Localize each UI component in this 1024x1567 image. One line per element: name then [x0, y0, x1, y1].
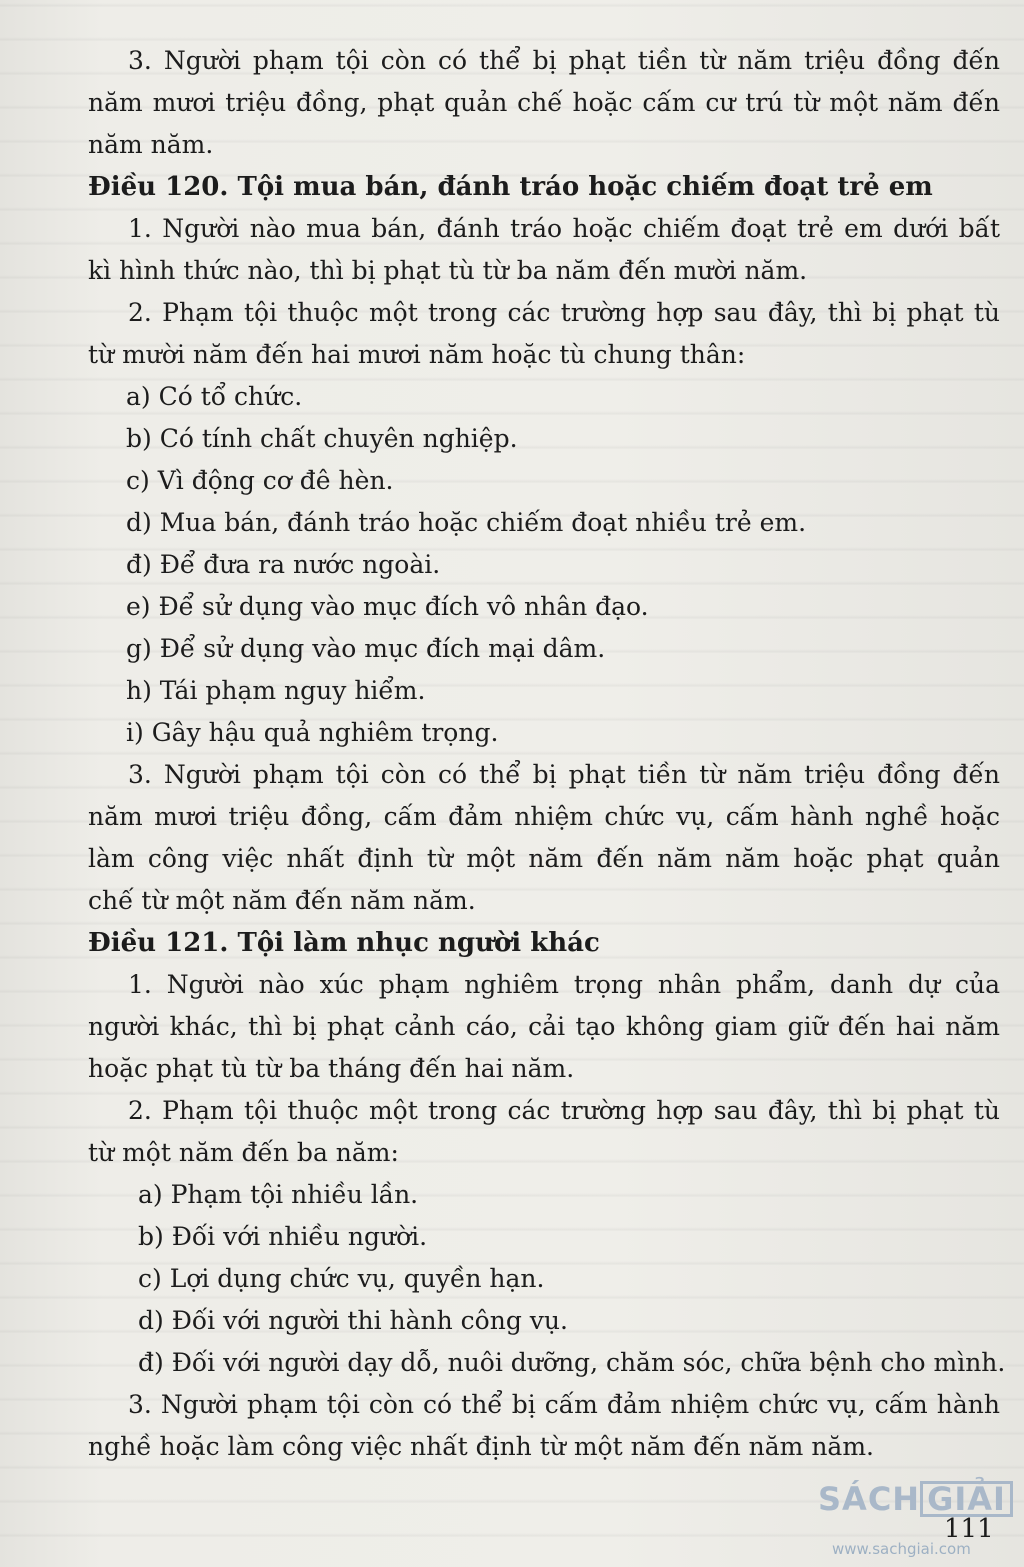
list-item: d) Đối với người thi hành công vụ. [138, 1306, 568, 1335]
para-line: năm mươi triệu đồng, phạt quản chế hoặc cấm cư trú từ một năm đến [88, 88, 1000, 117]
logo-text-left: SÁCH [818, 1480, 921, 1518]
page-body [88, 40, 1006, 1468]
para-line: 3. Người phạm tội còn có thể bị phạt tiền từ năm triệu đồng đến [128, 46, 1000, 75]
para-line: 3. Người phạm tội còn có thể bị phạt tiền từ năm triệu đồng đến [128, 760, 1000, 789]
list-item: đ) Để đưa ra nước ngoài. [126, 550, 441, 579]
para-line: năm năm. [88, 130, 214, 159]
para-line: 2. Phạm tội thuộc một trong các trường hợp sau đây, thì bị phạt tù [128, 1096, 1000, 1125]
list-item: b) Đối với nhiều người. [138, 1222, 428, 1251]
para-line: kì hình thức nào, thì bị phạt tù từ ba năm đến mười năm. [88, 256, 808, 285]
para-line: 1. Người nào xúc phạm nghiêm trọng nhân phẩm, danh dự của [128, 970, 1000, 999]
para-line: năm mươi triệu đồng, cấm đảm nhiệm chức vụ, cấm hành nghề hoặc [88, 802, 1000, 831]
list-item: a) Phạm tội nhiều lần. [138, 1180, 419, 1209]
list-item: c) Lợi dụng chức vụ, quyền hạn. [138, 1264, 545, 1293]
para-line: 2. Phạm tội thuộc một trong các trường hợp sau đây, thì bị phạt tù [128, 298, 1000, 327]
para-line: người khác, thì bị phạt cảnh cáo, cải tạo không giam giữ đến hai năm [88, 1012, 1000, 1041]
watermark-url: www.sachgiai.com [832, 1540, 971, 1558]
para-line: làm công việc nhất định từ một năm đến năm năm hoặc phạt quản [88, 844, 1000, 873]
para-line: hoặc phạt tù từ ba tháng đến hai năm. [88, 1054, 575, 1083]
list-item: e) Để sử dụng vào mục đích vô nhân đạo. [126, 592, 649, 621]
list-item: d) Mua bán, đánh tráo hoặc chiếm đoạt nhiều trẻ em. [126, 508, 807, 537]
article-120-heading: Điều 120. Tội mua bán, đánh tráo hoặc chiếm đoạt trẻ em [88, 172, 933, 202]
article-121-heading: Điều 121. Tội làm nhục người khác [88, 928, 600, 958]
para-line: 1. Người nào mua bán, đánh tráo hoặc chiếm đoạt trẻ em dưới bất [128, 214, 1000, 243]
para-line: chế từ một năm đến năm năm. [88, 886, 476, 915]
para-line: 3. Người phạm tội còn có thể bị cấm đảm nhiệm chức vụ, cấm hành [128, 1390, 1000, 1419]
page-number: 111 [944, 1514, 994, 1544]
list-item: i) Gây hậu quả nghiêm trọng. [126, 718, 499, 747]
list-item: g) Để sử dụng vào mục đích mại dâm. [126, 634, 606, 663]
list-item: a) Có tổ chức. [126, 382, 303, 411]
para-line: nghề hoặc làm công việc nhất định từ một năm đến năm năm. [88, 1432, 874, 1461]
para-line: từ một năm đến ba năm: [88, 1138, 399, 1167]
list-item: c) Vì động cơ đê hèn. [126, 466, 394, 495]
list-item: b) Có tính chất chuyên nghiệp. [126, 424, 518, 453]
logo-text-right: GIẢI [920, 1481, 1013, 1517]
list-item: đ) Đối với người dạy dỗ, nuôi dưỡng, chăm sóc, chữa bệnh cho mình. [138, 1348, 1006, 1377]
list-item: h) Tái phạm nguy hiểm. [126, 676, 426, 705]
para-line: từ mười năm đến hai mươi năm hoặc tù chung thân: [88, 340, 746, 369]
